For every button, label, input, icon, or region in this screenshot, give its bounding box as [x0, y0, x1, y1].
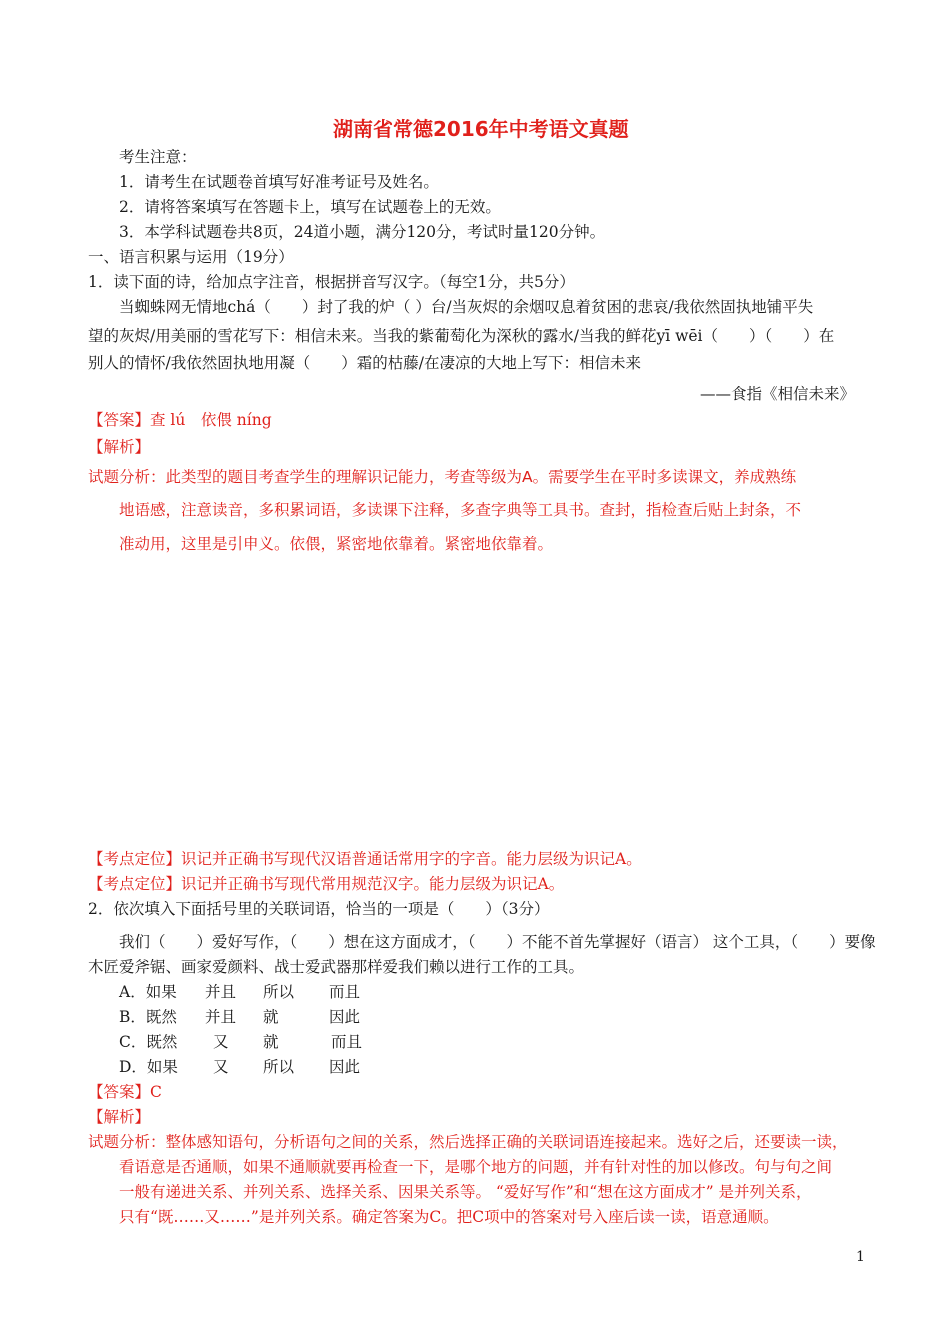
- question-1-stem: 1．读下面的诗，给加点字注音，根据拼音写汉字。（每空1分，共5分）: [88, 273, 575, 291]
- analysis-line: 试题分析：此类型的题目考查学生的理解识记能力，考查等级为A。需要学生在平时多读课文，养成熟练: [88, 468, 797, 486]
- question-2-stem: 2．依次填入下面括号里的关联词语，恰当的一项是（ ）（3分）: [88, 900, 550, 918]
- option-cell: D．如果: [119, 1058, 178, 1076]
- notice-item: 2．请将答案填写在答题卡上，填写在试题卷上的无效。: [119, 198, 501, 216]
- poem-source: ——食指《相信未来》: [700, 385, 856, 403]
- poem-line: 别人的情怀/我依然固执地用凝（ ）霜的枯藤/在凄凉的大地上写下：相信未来: [88, 354, 641, 372]
- option-cell: 就: [263, 1008, 279, 1026]
- analysis-line: 只有“既……又……”是并列关系。确定答案为C。把C项中的答案对号入座后读一读，语意通顺。: [119, 1208, 779, 1226]
- analysis-line: 一般有递进关系、并列关系、选择关系、因果关系等。 “爱好写作”和“想在这方面成才” 是并列关系，: [119, 1183, 812, 1201]
- option-cell: 并且: [205, 983, 237, 1001]
- option-cell: 而且: [331, 1033, 363, 1051]
- analysis-line: 准动用，这里是引申义。依偎，紧密地依靠着。紧密地依靠着。: [119, 535, 554, 553]
- analysis-label: 【解析】: [88, 1108, 151, 1126]
- option-cell: 因此: [329, 1058, 361, 1076]
- poem-line: 当蜘蛛网无情地chá（ ）封了我的炉（ ）台/当灰烬的余烟叹息着贫困的悲哀/我依然固执地铺平失: [119, 298, 814, 316]
- option-cell: 所以: [263, 1058, 295, 1076]
- analysis-line: 看语意是否通顺，如果不通顺就要再检查一下，是哪个地方的问题，并有针对性的加以修改。句与句之间: [119, 1158, 833, 1176]
- page-number: 1: [856, 1249, 865, 1265]
- question-2-passage: 木匠爱斧锯、画家爱颜料、战士爱武器那样爱我们赖以进行工作的工具。: [88, 958, 585, 976]
- question-2-answer: 【答案】C: [88, 1083, 162, 1101]
- notice-item: 1．请考生在试题卷首填写好准考证号及姓名。: [119, 173, 439, 191]
- option-cell: C．既然: [119, 1033, 178, 1051]
- notice-item: 3．本学科试题卷共8页，24道小题，满分120分，考试时量120分钟。: [119, 223, 606, 241]
- kaodian-line: 【考点定位】识记并正确书写现代汉语普通话常用字的字音。能力层级为识记A。: [88, 850, 642, 868]
- option-cell: 就: [263, 1033, 279, 1051]
- analysis-line: 试题分析：整体感知语句，分析语句之间的关系，然后选择正确的关联词语连接起来。选好之后，还要读一读，: [88, 1133, 848, 1151]
- section-heading: 一、语言积累与运用（19分）: [88, 248, 294, 266]
- option-cell: A．如果: [119, 983, 177, 1001]
- question-1-answer: 【答案】查 lú 依偎 níng: [88, 411, 272, 429]
- option-cell: 并且: [205, 1008, 237, 1026]
- option-cell: 又: [213, 1058, 229, 1076]
- option-cell: 因此: [329, 1008, 361, 1026]
- option-cell: 所以: [263, 983, 295, 1001]
- poem-line: 望的灰烬/用美丽的雪花写下：相信未来。当我的紫葡萄化为深秋的露水/当我的鲜花yī wēi（ ）（ ）在: [88, 327, 835, 345]
- notice-heading: 考生注意：: [119, 148, 197, 166]
- option-cell: 而且: [329, 983, 361, 1001]
- analysis-label: 【解析】: [88, 438, 151, 456]
- page-title: 湖南省常德2016年中考语文真题: [333, 117, 629, 141]
- option-cell: B．既然: [119, 1008, 177, 1026]
- kaodian-line: 【考点定位】识记并正确书写现代常用规范汉字。能力层级为识记A。: [88, 875, 565, 893]
- analysis-line: 地语感，注意读音，多积累词语，多读课下注释，多查字典等工具书。查封，指检查后贴上封条，不: [119, 501, 802, 519]
- option-cell: 又: [213, 1033, 229, 1051]
- question-2-passage: 我们（ ）爱好写作，（ ）想在这方面成才，（ ）不能不首先掌握好（语言） 这个工具，（ ）要像: [119, 933, 876, 951]
